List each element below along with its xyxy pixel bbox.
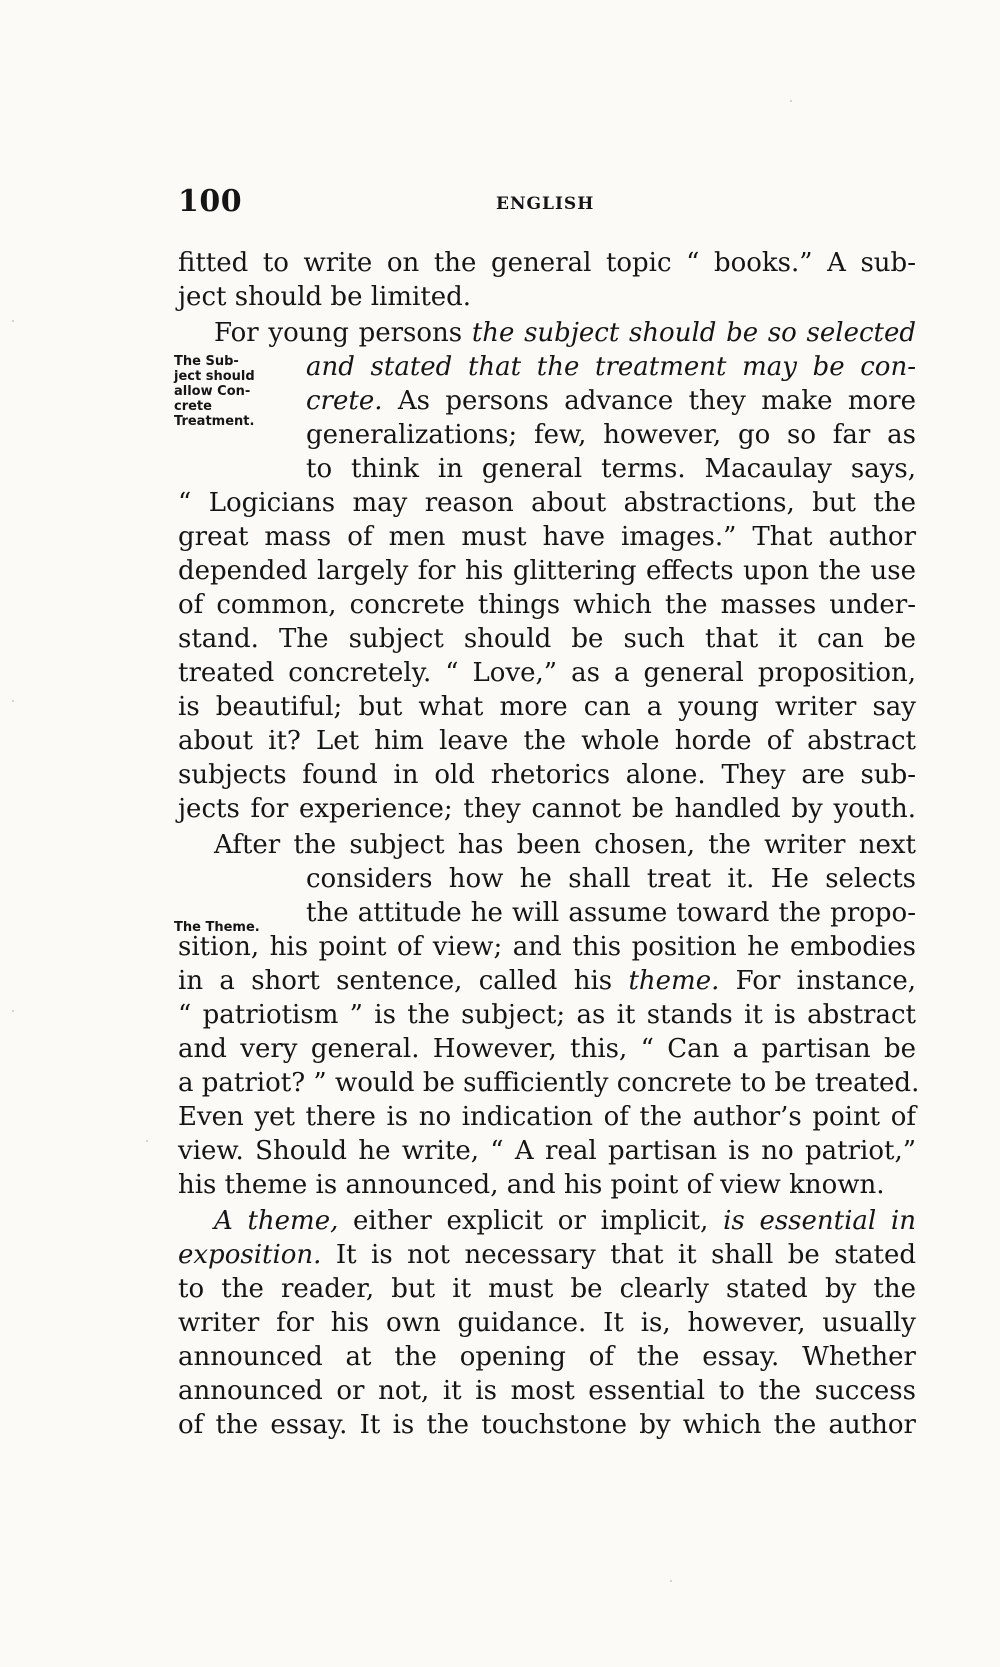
italic-span: A theme, xyxy=(214,1206,339,1236)
text-line: ject should be limited. xyxy=(178,282,472,312)
text-line xyxy=(178,1238,916,1272)
text-line: to think in general terms. Macaulay says, xyxy=(306,454,916,484)
page-number: 100 xyxy=(178,184,243,219)
text-line xyxy=(306,384,916,418)
text-line xyxy=(214,1204,916,1238)
sidenote-theme: The Theme. xyxy=(174,920,260,935)
text-line: view. Should he write, “ A real partisan is no patriot,” xyxy=(178,1136,916,1166)
sidenote-subject-concrete xyxy=(174,354,255,429)
italic-span: theme. xyxy=(628,966,720,996)
scan-speck xyxy=(12,700,14,702)
italic-span: the subject should be so selected xyxy=(471,318,916,348)
sidenote-line: ject should xyxy=(174,369,255,384)
text-line: depended largely for his glittering effects upon the use xyxy=(178,556,916,586)
text-line: writer for his own guidance. It is, however, usually xyxy=(178,1308,916,1338)
italic-span: crete. xyxy=(306,386,383,416)
text-line: of the essay. It is the touchstone by which the author xyxy=(178,1410,916,1440)
text-line xyxy=(306,350,916,384)
text-line: about it? Let him leave the whole horde of abstract xyxy=(178,726,916,756)
text-line: and very general. However, this, “ Can a partisan be xyxy=(178,1034,916,1064)
italic-span: is essential in xyxy=(723,1206,916,1236)
text-line xyxy=(214,316,916,350)
text-span: in a short sentence, called his xyxy=(178,966,629,996)
text-line: fitted to write on the general topic “ books.” A sub- xyxy=(178,248,916,278)
scan-speck xyxy=(146,1140,148,1142)
italic-span: and stated that the treatment may be con- xyxy=(306,352,916,382)
text-line: “ patriotism ” is the subject; as it stands it is abstract xyxy=(178,1000,916,1030)
text-span: For young persons xyxy=(214,318,472,348)
text-line: “ Logicians may reason about abstractions, but the xyxy=(178,488,916,518)
scan-speck xyxy=(790,100,792,102)
text-line xyxy=(178,964,916,998)
sidenote-line: allow Con- xyxy=(174,384,251,399)
running-head: ENGLISH xyxy=(496,194,595,214)
text-span: It is not necessary that it shall be stated xyxy=(321,1240,916,1270)
text-line: of common, concrete things which the masses under- xyxy=(178,590,916,620)
text-line: jects for experience; they cannot be handled by youth. xyxy=(178,794,916,824)
text-line: After the subject has been chosen, the writer next xyxy=(214,830,916,860)
text-line: Even yet there is no indication of the author’s point of xyxy=(178,1102,916,1132)
text-line: great mass of men must have images.” That author xyxy=(178,522,916,552)
text-line: the attitude he will assume toward the propo- xyxy=(306,898,916,928)
scan-speck xyxy=(12,1010,14,1012)
text-line: to the reader, but it must be clearly stated by the xyxy=(178,1274,916,1304)
text-line: stand. The subject should be such that it can be xyxy=(178,624,916,654)
text-line: his theme is announced, and his point of view known. xyxy=(178,1170,885,1200)
sidenote-line: crete xyxy=(174,399,212,414)
scan-speck xyxy=(670,1580,672,1582)
text-line: is beautiful; but what more can a young writer say xyxy=(178,692,916,722)
text-line: announced at the opening of the essay. Whether xyxy=(178,1342,916,1372)
sidenote-line: Treatment. xyxy=(174,414,255,429)
sidenote-line: The Sub- xyxy=(174,354,239,369)
text-line: subjects found in old rhetorics alone. They are sub- xyxy=(178,760,916,790)
text-line: generalizations; few, however, go so far as xyxy=(306,420,916,450)
italic-span: exposition. xyxy=(178,1240,322,1270)
text-span: either explicit or implicit, xyxy=(338,1206,724,1236)
text-line: considers how he shall treat it. He selects xyxy=(306,864,916,894)
text-span: For instance, xyxy=(719,966,916,996)
text-line: announced or not, it is most essential to the success xyxy=(178,1376,916,1406)
page-header xyxy=(178,184,918,224)
text-line: sition, his point of view; and this position he embodies xyxy=(178,932,916,962)
text-line: treated concretely. “ Love,” as a general proposition, xyxy=(178,658,916,688)
text-line: a patriot? ” would be sufficiently concrete to be treated. xyxy=(178,1068,920,1098)
text-span: As persons advance they make more xyxy=(382,386,916,416)
scan-speck xyxy=(12,320,14,322)
